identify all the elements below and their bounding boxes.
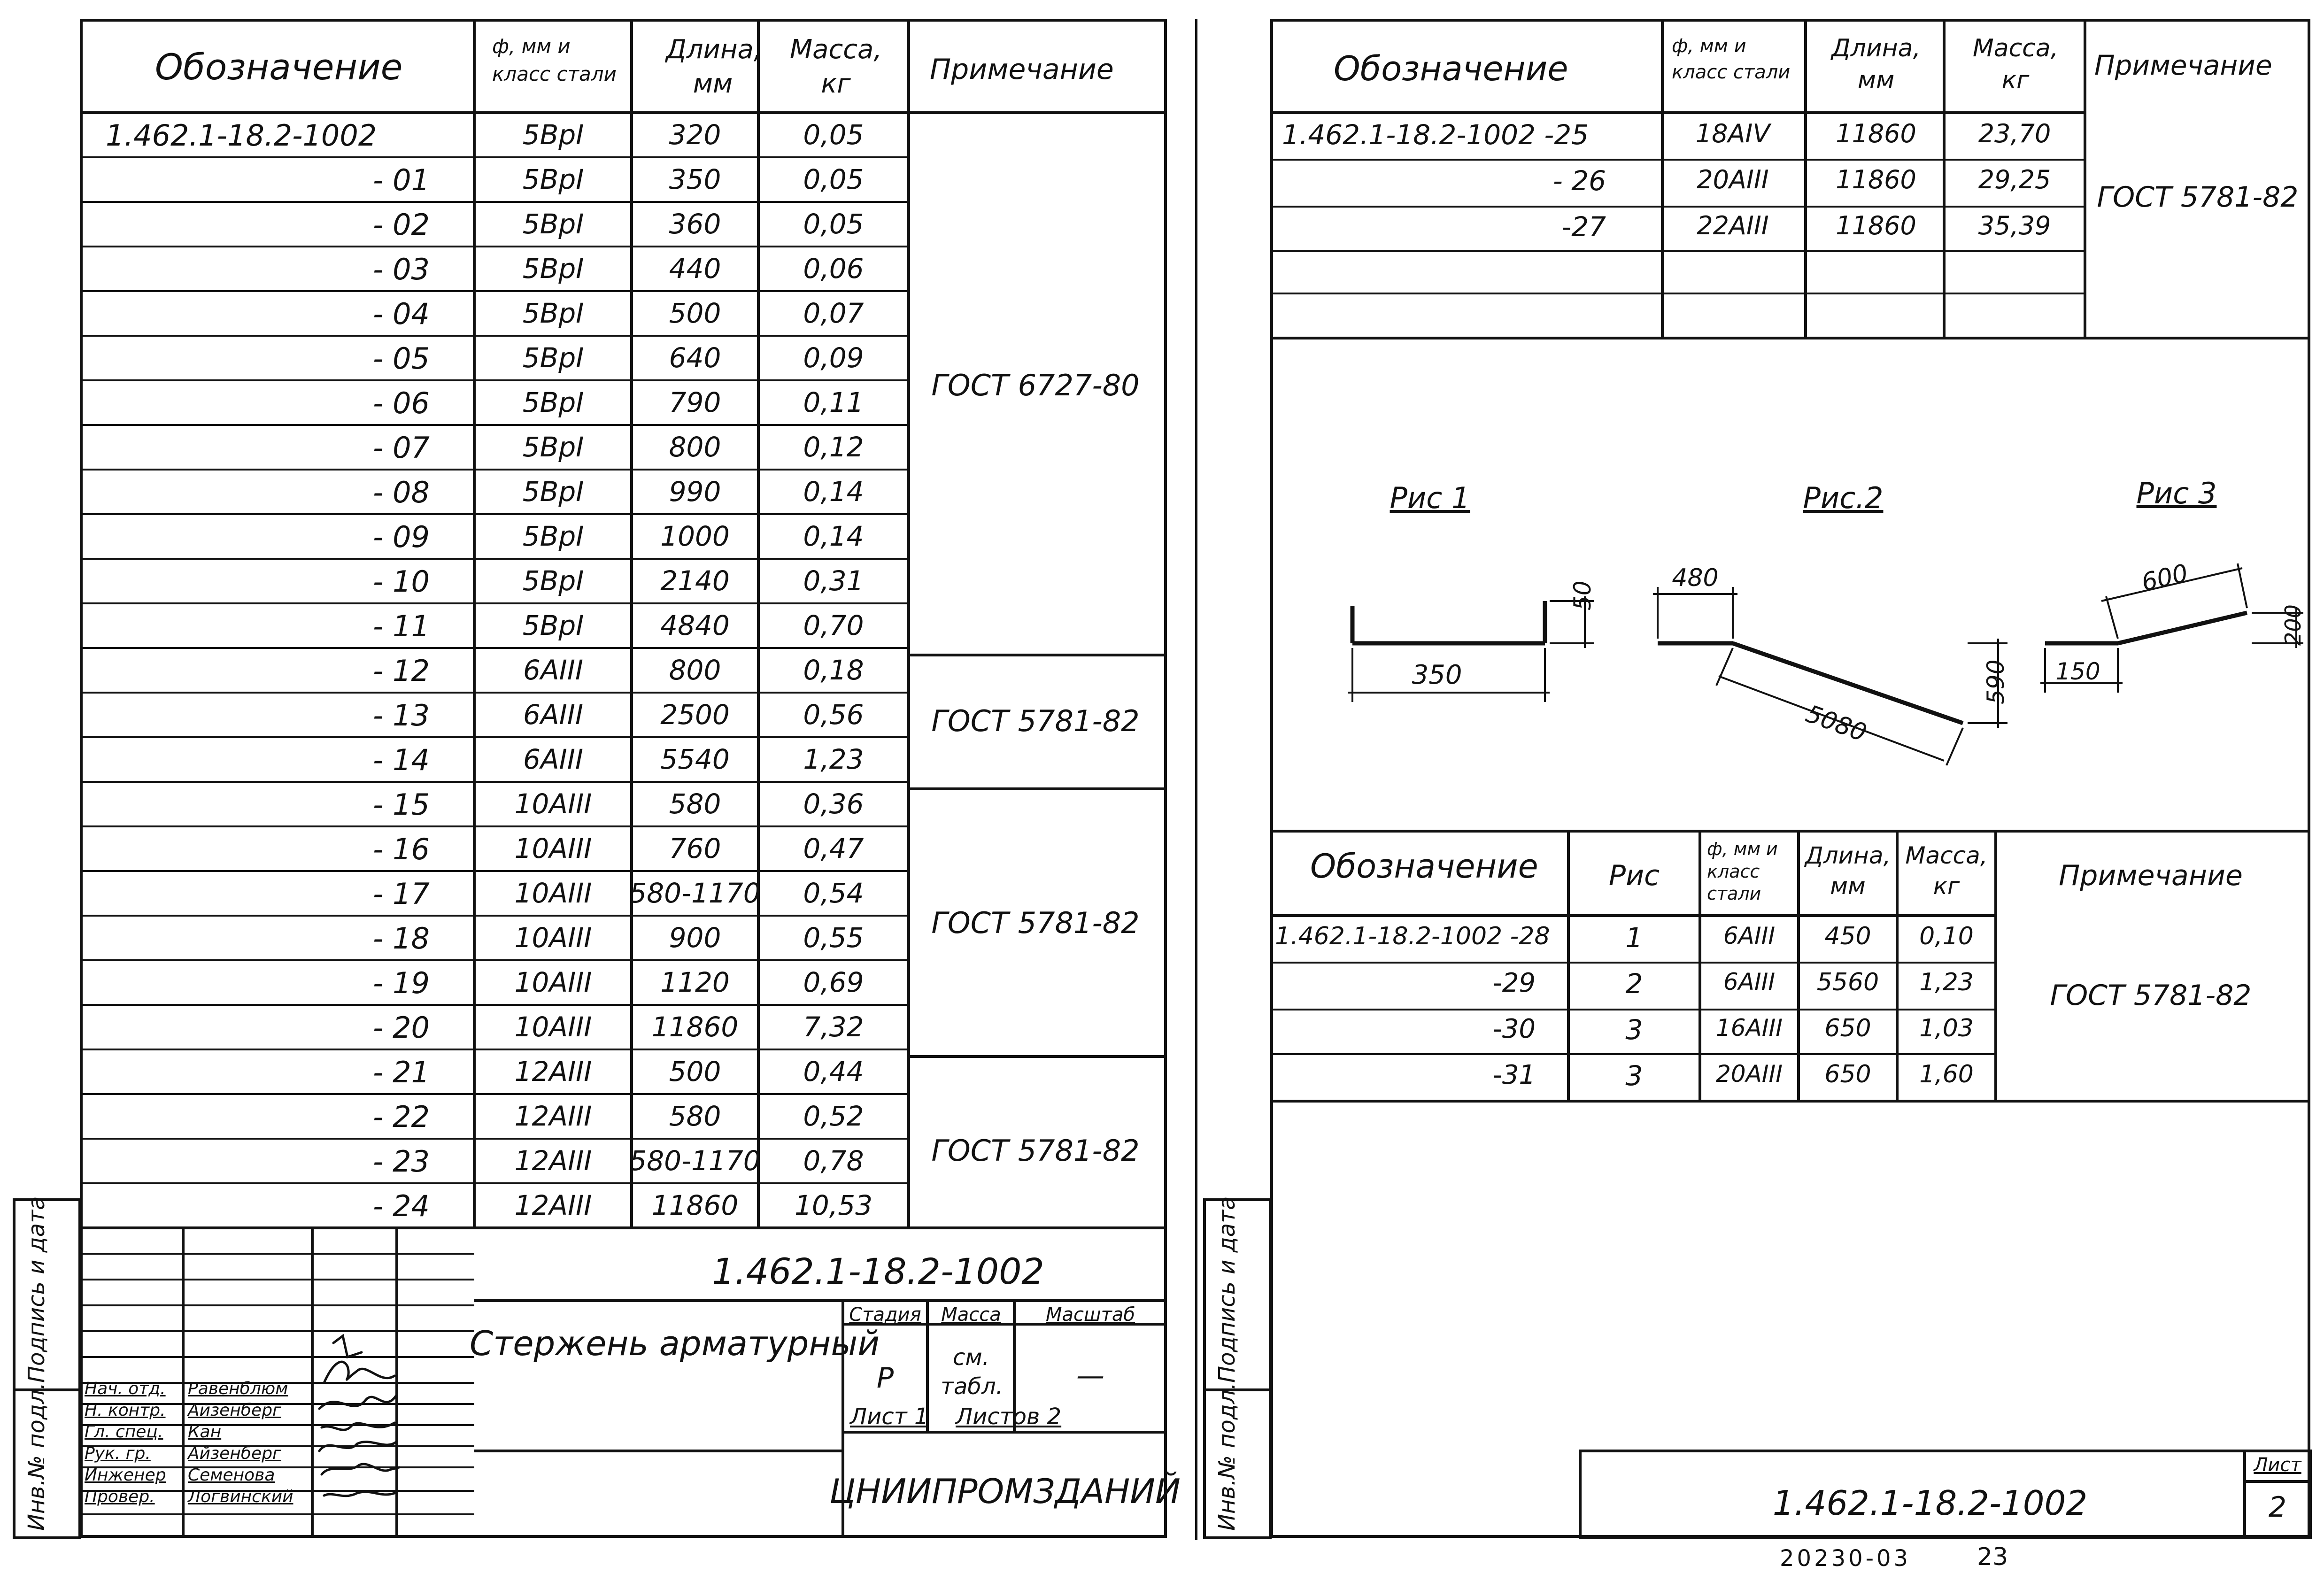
header-designation: Обозначение — [155, 46, 403, 88]
row-length: 360 — [669, 208, 721, 240]
figure-3-dim-leg: 150 — [2055, 658, 2100, 685]
note-gost-5781-c: ГОСТ 5781-82 — [931, 1134, 1140, 1168]
figure-3-dim-height: 200 — [2280, 604, 2306, 646]
row-diameter: 5ВрI — [522, 565, 584, 597]
row-mass: 7,32 — [803, 1011, 864, 1043]
row-designation: - 24 — [373, 1189, 430, 1223]
row-mass: 1,60 — [1919, 1060, 1974, 1088]
row-diameter: 6АIII — [1723, 968, 1776, 995]
row-diameter: 12АIII — [514, 1189, 592, 1221]
s2-header-length: Длина, мм — [1831, 34, 1921, 94]
row-length: 5540 — [660, 743, 730, 775]
row-diameter: 10АIII — [514, 877, 592, 909]
signature-name: Логвинский — [188, 1487, 293, 1506]
row-diameter: 20АIII — [1697, 165, 1769, 194]
row-designation: - 26 — [1552, 165, 1606, 197]
row-designation: 1.462.1-18.2-1002 — [106, 118, 377, 153]
row-mass: 0,14 — [803, 476, 864, 508]
signature-name: Семенова — [188, 1465, 275, 1485]
row-diameter: 22АIII — [1697, 211, 1769, 240]
s2-header-designation: Обозначение — [1334, 49, 1568, 88]
page-number: 23 — [1977, 1543, 2008, 1571]
side-label-signature: Подпись и дата — [23, 1196, 50, 1383]
row-diameter: 12АIII — [514, 1056, 592, 1087]
s2-header-mass: Масса, кг — [1972, 34, 2059, 94]
row-fig: 3 — [1625, 1014, 1643, 1046]
row-designation: - 14 — [373, 743, 430, 777]
row-length: 2500 — [660, 699, 730, 731]
row-length: 11860 — [1836, 119, 1916, 148]
row-designation: -29 — [1492, 968, 1536, 998]
row-diameter: 5ВрI — [522, 609, 584, 641]
row-length: 4840 — [660, 609, 730, 641]
signature-role: Гл. спец. — [85, 1422, 163, 1442]
signature-role: Провер. — [85, 1487, 155, 1506]
row-mass: 0,05 — [803, 163, 864, 195]
signature-name: Равенблюм — [188, 1379, 288, 1398]
row-mass: 0,47 — [803, 833, 864, 864]
row-designation: - 11 — [373, 609, 430, 643]
row-diameter: 5ВрI — [522, 431, 584, 463]
header-diameter: ф, мм и класс стали — [492, 35, 617, 85]
row-diameter: 10АIII — [514, 966, 592, 998]
row-mass: 0,44 — [803, 1056, 864, 1087]
row-mass: 0,31 — [803, 565, 864, 597]
row-length: 11860 — [651, 1189, 739, 1221]
t2-header-designation: Обозначение — [1310, 847, 1538, 886]
row-length: 2140 — [660, 565, 730, 597]
title-block-sheet: Лист 1 — [850, 1404, 929, 1430]
row-fig: 1 — [1625, 922, 1643, 954]
row-length: 900 — [669, 922, 721, 954]
row-designation: - 19 — [373, 966, 430, 1000]
row-designation: - 23 — [373, 1144, 430, 1179]
row-diameter: 10АIII — [514, 833, 592, 864]
row-diameter: 5ВрI — [522, 342, 584, 374]
figure-3-dim-diagonal: 600 — [2139, 559, 2191, 597]
row-diameter: 6АIII — [523, 743, 583, 775]
row-designation: - 05 — [373, 341, 430, 376]
signature-role: Рук. гр. — [85, 1444, 151, 1463]
row-length: 790 — [669, 386, 721, 418]
figure-3-title: Рис 3 — [2136, 476, 2217, 510]
row-diameter: 10АIII — [514, 1011, 592, 1043]
row-length: 990 — [669, 476, 721, 508]
header-length: Длина, мм — [666, 34, 762, 99]
row-mass: 35,39 — [1978, 211, 2051, 240]
row-mass: 0,11 — [803, 386, 864, 418]
row-designation: - 06 — [373, 386, 430, 420]
figure-2-title: Рис.2 — [1803, 481, 1884, 515]
t2-header-note: Примечание — [2059, 859, 2243, 892]
row-mass: 1,03 — [1919, 1014, 1974, 1042]
t2-header-length: Длина, мм — [1805, 842, 1891, 900]
row-diameter: 5ВрI — [522, 208, 584, 240]
row-length: 500 — [669, 297, 721, 329]
row-designation: - 15 — [373, 787, 430, 822]
row-diameter: 5ВрI — [522, 297, 584, 329]
s2-header-diameter: ф, мм и класс стали — [1672, 35, 1791, 83]
row-mass: 0,05 — [803, 119, 864, 151]
row-diameter: 12АIII — [514, 1100, 592, 1132]
row-designation: - 02 — [373, 208, 430, 242]
note-gost-6727: ГОСТ 6727-80 — [931, 368, 1140, 402]
row-length: 11860 — [651, 1011, 739, 1043]
row-mass: 0,14 — [803, 520, 864, 552]
row-length: 11860 — [1836, 165, 1916, 194]
row-diameter: 5ВрI — [522, 163, 584, 195]
note-gost-5781-a: ГОСТ 5781-82 — [931, 704, 1140, 738]
row-diameter: 5ВрI — [522, 119, 584, 151]
row-length: 350 — [669, 163, 721, 195]
row-diameter: 6АIII — [1723, 922, 1776, 949]
figure-2-dim-diagonal: 5080 — [1802, 700, 1870, 748]
row-mass: 0,12 — [803, 431, 864, 463]
row-designation: - 09 — [373, 520, 430, 554]
s2-side-label-inventory: Инв.№ подл. — [1214, 1382, 1240, 1531]
note-gost-5781-b: ГОСТ 5781-82 — [931, 906, 1140, 940]
row-designation: - 12 — [373, 654, 430, 688]
footer-code: 1.462.1-18.2-1002 — [1772, 1483, 2088, 1523]
t2-note: ГОСТ 5781-82 — [2050, 979, 2252, 1012]
title-block-name: Стержень арматурный — [470, 1324, 880, 1363]
row-designation: - 10 — [373, 564, 430, 599]
row-diameter: 6АIII — [523, 699, 583, 731]
title-block-code: 1.462.1-18.2-1002 — [712, 1250, 1044, 1292]
row-length: 800 — [669, 654, 721, 686]
row-diameter: 10АIII — [514, 788, 592, 820]
row-designation: - 03 — [373, 252, 430, 286]
row-mass: 0,05 — [803, 208, 864, 240]
s2-side-label-signature: Подпись и дата — [1214, 1196, 1240, 1383]
row-length: 5560 — [1816, 968, 1879, 996]
row-length: 580 — [669, 788, 721, 820]
row-mass: 0,18 — [803, 654, 864, 686]
row-diameter: 18АIV — [1695, 119, 1770, 148]
row-designation: - 20 — [373, 1010, 430, 1045]
footer-sheet-label: Лист — [2254, 1454, 2301, 1476]
title-block-scale: — — [1076, 1359, 1104, 1392]
row-diameter: 16АIII — [1715, 1014, 1783, 1041]
title-block-stage-label: Стадия — [849, 1304, 921, 1326]
row-mass: 1,23 — [1919, 968, 1974, 996]
footer-sheet-no: 2 — [2268, 1491, 2287, 1524]
row-mass: 0,55 — [803, 922, 864, 954]
row-length: 320 — [669, 119, 721, 151]
header-mass: Масса, кг — [789, 34, 882, 99]
row-diameter: 10АIII — [514, 922, 592, 954]
s2-note: ГОСТ 5781-82 — [2097, 181, 2299, 214]
row-designation: - 22 — [373, 1100, 430, 1134]
figure-2-dim-height: 590 — [1982, 659, 2009, 704]
row-length: 580 — [669, 1100, 721, 1132]
row-diameter: 5ВрI — [522, 253, 584, 285]
figure-2-dim-top: 480 — [1672, 564, 1719, 592]
row-mass: 0,54 — [803, 877, 864, 909]
row-designation: - 07 — [373, 431, 430, 465]
row-length: 760 — [669, 833, 721, 864]
row-designation: - 18 — [373, 921, 430, 956]
row-diameter: 5ВрI — [522, 520, 584, 552]
row-mass: 0,70 — [803, 609, 864, 641]
row-mass: 0,69 — [803, 966, 864, 998]
row-designation: - 16 — [373, 832, 430, 866]
row-length: 800 — [669, 431, 721, 463]
header-note: Примечание — [930, 53, 1114, 86]
title-block-mass: см. табл. — [941, 1344, 1003, 1400]
title-block-scale-label: Масштаб — [1045, 1304, 1135, 1326]
row-designation: - 17 — [373, 877, 430, 911]
row-designation: -27 — [1561, 211, 1606, 243]
t2-header-mass: Масса, кг — [1905, 842, 1988, 900]
row-designation: 1.462.1-18.2-1002 -28 — [1275, 922, 1550, 950]
row-length: 580-1170 — [629, 1145, 761, 1177]
signature-name: Айзенберг — [188, 1444, 281, 1463]
row-designation: -31 — [1492, 1060, 1536, 1090]
row-diameter: 20АIII — [1715, 1060, 1783, 1087]
row-diameter: 5ВрI — [522, 386, 584, 418]
row-length: 11860 — [1836, 211, 1916, 240]
row-length: 500 — [669, 1056, 721, 1087]
signature-name: Айзенберг — [188, 1401, 281, 1420]
row-designation: - 21 — [373, 1055, 430, 1089]
figure-1-dim-length: 350 — [1412, 660, 1462, 690]
figure-1-title: Рис 1 — [1390, 481, 1470, 515]
row-mass: 0,10 — [1919, 922, 1974, 950]
row-length: 450 — [1824, 922, 1871, 950]
row-designation: - 08 — [373, 475, 430, 509]
row-mass: 0,52 — [803, 1100, 864, 1132]
row-designation: - 04 — [373, 297, 430, 331]
title-block-stage: Р — [876, 1362, 894, 1395]
row-length: 640 — [669, 342, 721, 374]
row-length: 650 — [1824, 1014, 1871, 1042]
row-designation: - 13 — [373, 698, 430, 733]
row-mass: 29,25 — [1978, 165, 2051, 194]
row-length: 1120 — [660, 966, 730, 998]
row-length: 1000 — [660, 520, 730, 552]
row-mass: 0,07 — [803, 297, 864, 329]
row-mass: 10,53 — [794, 1189, 873, 1221]
row-designation: - 01 — [373, 163, 430, 197]
s2-header-note: Примечание — [2094, 49, 2272, 81]
row-designation: 1.462.1-18.2-1002 -25 — [1282, 119, 1589, 151]
title-block-mass-label: Масса — [941, 1304, 1001, 1326]
row-diameter: 6АIII — [523, 654, 583, 686]
row-mass: 0,78 — [803, 1145, 864, 1177]
t2-header-diameter: ф, мм и класс стали — [1707, 839, 1778, 904]
row-mass: 0,09 — [803, 342, 864, 374]
figure-1-dim-height: 50 — [1569, 580, 1596, 610]
row-length: 650 — [1824, 1060, 1871, 1088]
row-diameter: 12АIII — [514, 1145, 592, 1177]
signature-role: Нач. отд. — [85, 1379, 166, 1398]
title-block-org: ЦНИИПРОМЗДАНИЙ — [829, 1472, 1181, 1511]
side-label-inventory: Инв.№ подл. — [23, 1382, 50, 1531]
archive-number: 20230-03 — [1780, 1545, 1911, 1572]
title-block-sheets: Листов 2 — [956, 1404, 1062, 1430]
row-diameter: 5ВрI — [522, 476, 584, 508]
signature-role: Н. контр. — [85, 1401, 166, 1420]
row-fig: 2 — [1625, 968, 1643, 1000]
t2-header-fig: Рис — [1608, 859, 1660, 892]
row-length: 440 — [669, 253, 721, 285]
row-length: 580-1170 — [629, 877, 761, 909]
row-mass: 1,23 — [803, 743, 864, 775]
row-mass: 0,56 — [803, 699, 864, 731]
row-mass: 0,06 — [803, 253, 864, 285]
row-mass: 0,36 — [803, 788, 864, 820]
row-mass: 23,70 — [1978, 119, 2051, 148]
row-designation: -30 — [1492, 1014, 1536, 1044]
signature-name: Кан — [188, 1422, 222, 1442]
signature-role: Инженер — [85, 1465, 166, 1485]
row-fig: 3 — [1625, 1060, 1643, 1092]
